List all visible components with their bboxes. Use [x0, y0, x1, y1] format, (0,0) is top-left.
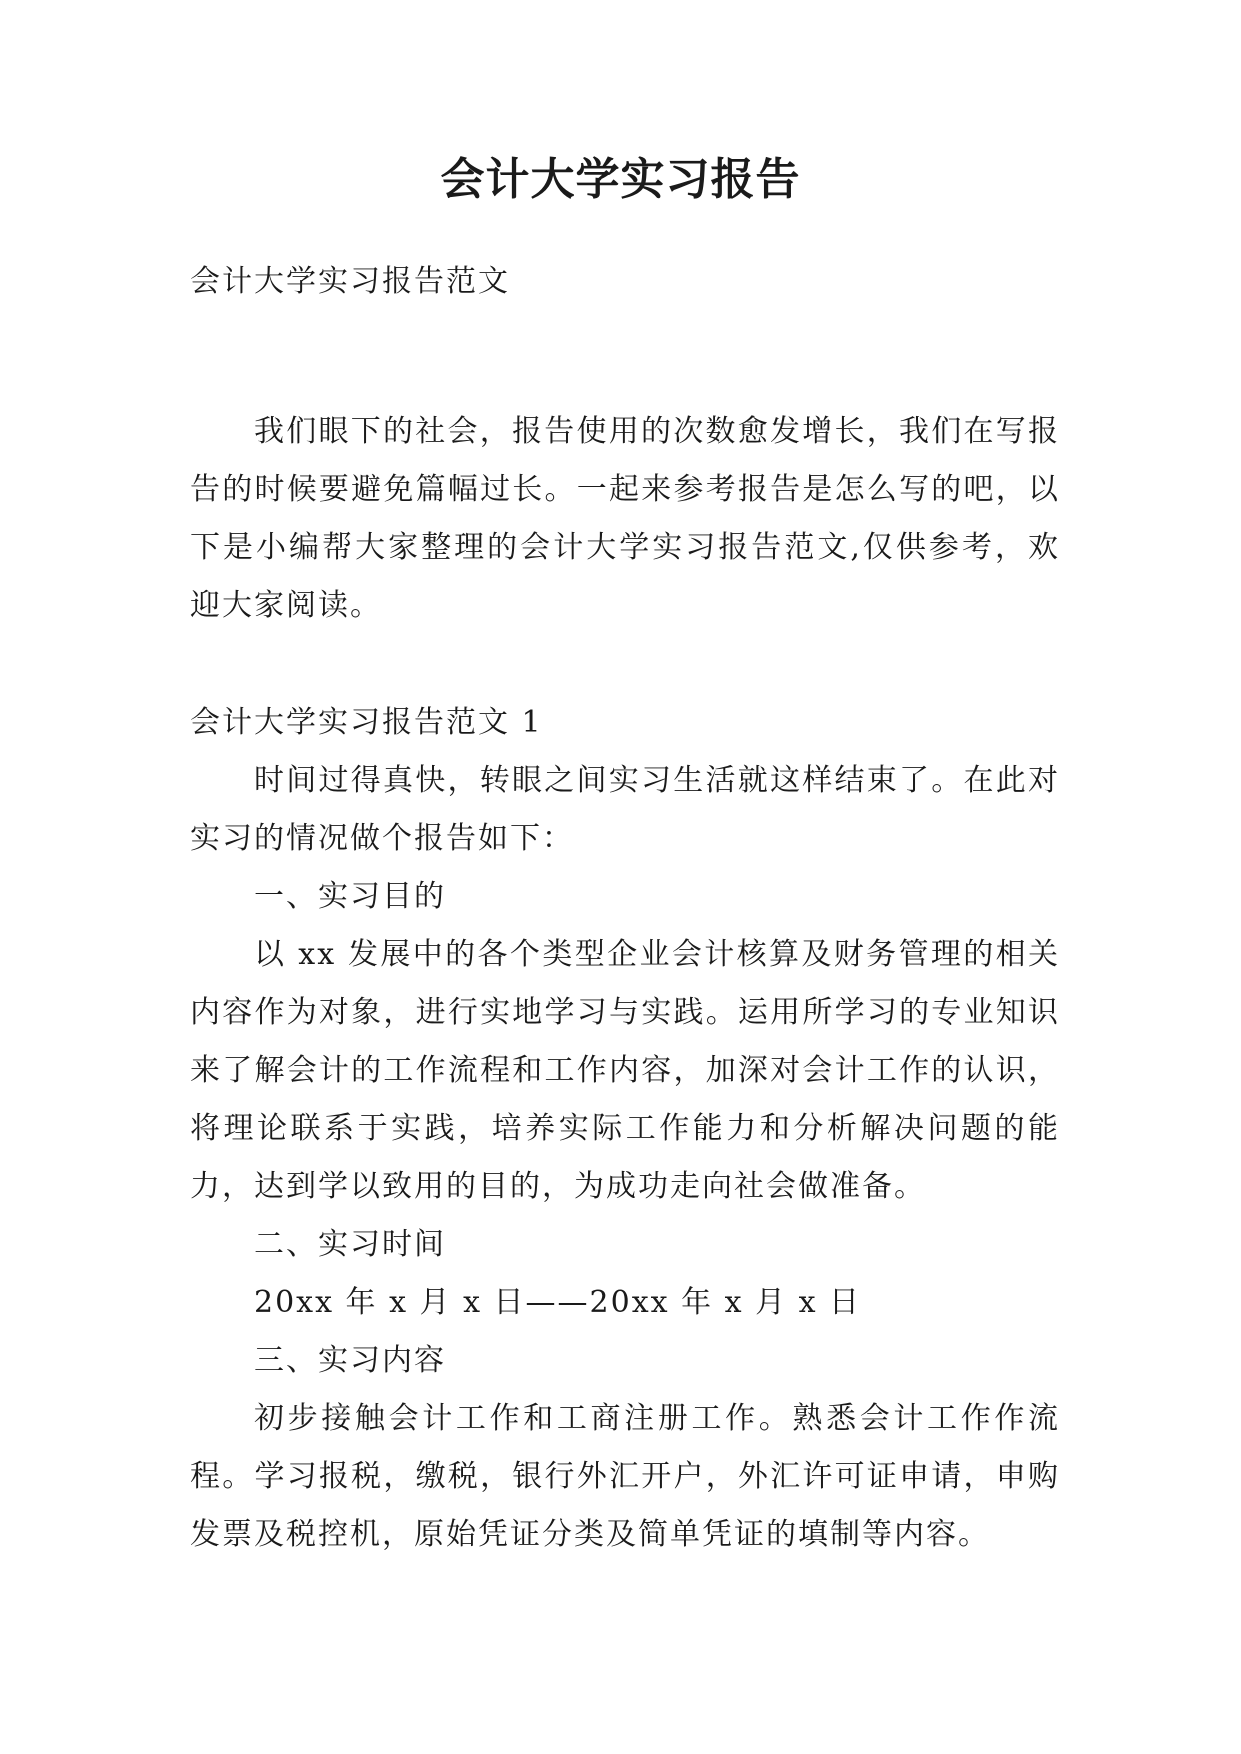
intro-paragraph: 我们眼下的社会，报告使用的次数愈发增长，我们在写报告的时候要避免篇幅过长。一起来参考报告是怎么写的吧，以下是小编帮大家整理的会计大学实习报告范文,仅供参考，欢迎大家阅读。 — [190, 414, 1060, 623]
document-subtitle: 会计大学实习报告范文 — [190, 264, 510, 299]
body-paragraph: 初步接触会计工作和工商注册工作。熟悉会计工作作流程。学习报税，缴税，银行外汇开户，外汇许可证申请，申购发票及税控机，原始凭证分类及简单凭证的填制等内容。 — [190, 1401, 1060, 1552]
date-range: 20xx 年 x 月 x 日——20xx 年 x 月 x 日 — [254, 1285, 862, 1320]
subheading-time: 二、实习时间 — [254, 1227, 446, 1262]
body-paragraph: 以 xx 发展中的各个类型企业会计核算及财务管理的相关内容作为对象，进行实地学习与实践。运用所学习的专业知识来了解会计的工作流程和工作内容，加深对会计工作的认识，将理论联系于实践，培养实际工作能力和分析解决问题的能力，达到学以致用的目的，为成功走向社会做准备。 — [190, 937, 1060, 1204]
section-1 — [190, 694, 1060, 1564]
subheading-content: 三、实习内容 — [254, 1343, 446, 1378]
intro-block — [190, 403, 1060, 635]
subheading-purpose: 一、实习目的 — [254, 879, 446, 914]
body-paragraph: 时间过得真快，转眼之间实习生活就这样结束了。在此对实习的情况做个报告如下： — [190, 763, 1060, 856]
section-heading: 会计大学实习报告范文 1 — [190, 705, 543, 740]
document-title: 会计大学实习报告 — [440, 154, 801, 205]
